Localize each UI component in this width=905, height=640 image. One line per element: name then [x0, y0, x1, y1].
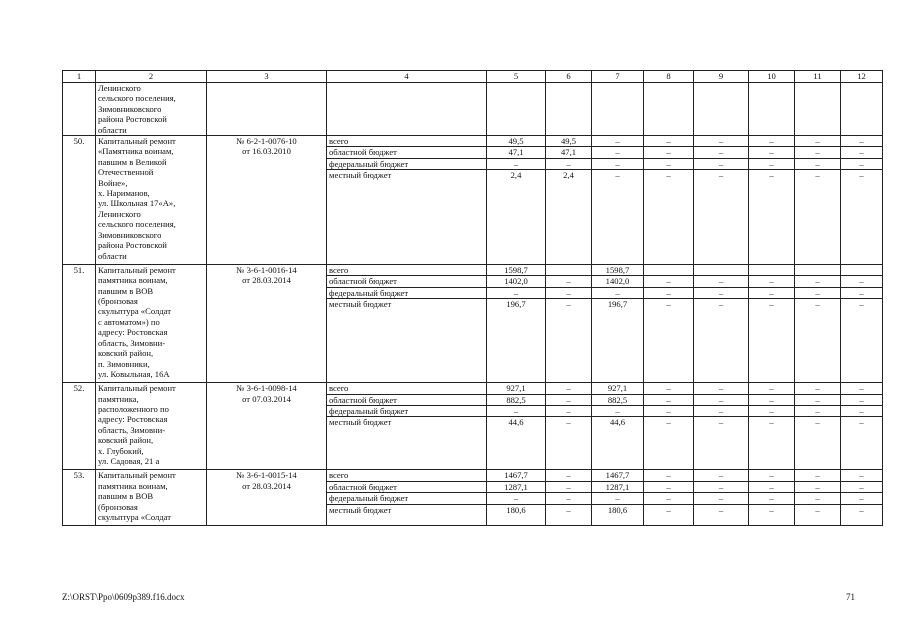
object-description-line: сельского поселения,: [98, 219, 176, 230]
object-cell: [96, 83, 207, 136]
object-cell-line: Ленинского: [98, 83, 141, 93]
value-cell: 1467,7: [487, 470, 546, 481]
value-cell: 1402,0: [487, 276, 546, 287]
object-description-line: Капитальный ремонт: [98, 136, 176, 147]
object-description-line: расположенного по: [98, 404, 169, 415]
object-description-line: адресу: Ростовская: [98, 414, 168, 425]
table-body: [63, 71, 883, 526]
value-cell: –: [487, 493, 546, 504]
value-cell: –: [546, 493, 592, 504]
value-cell: –: [795, 481, 841, 492]
value-cell: –: [795, 394, 841, 405]
value-cell: –: [749, 147, 795, 158]
object-description: [96, 136, 207, 265]
funding-source: всего: [327, 264, 487, 275]
funding-source: областной бюджет: [327, 394, 487, 405]
table-row: [63, 264, 883, 275]
value-cell: –: [749, 383, 795, 394]
empty-cell: [694, 83, 749, 136]
value-cell: 927,1: [487, 383, 546, 394]
document-reference-line: № 3-6-1-0016-14: [236, 264, 297, 275]
value-cell: –: [795, 493, 841, 504]
table-row: [63, 383, 883, 394]
value-cell: –: [694, 147, 749, 158]
object-description-line: скульптура «Солдат: [98, 512, 172, 523]
value-cell: –: [841, 147, 883, 158]
object-description-line: х. Нариманов,: [98, 188, 150, 199]
value-cell: –: [749, 504, 795, 526]
value-cell: –: [644, 504, 694, 526]
value-cell: –: [841, 394, 883, 405]
object-description-line: (бронзовая: [98, 501, 138, 512]
object-description-line: Зимовниковского: [98, 229, 162, 240]
row-number: 53.: [63, 470, 96, 526]
value-cell: –: [795, 276, 841, 287]
value-cell: –: [694, 417, 749, 470]
value-cell: –: [644, 147, 694, 158]
column-header: 11: [795, 71, 841, 83]
object-description-line: Ленинского: [98, 208, 141, 219]
value-cell: –: [841, 136, 883, 147]
funding-source: местный бюджет: [327, 417, 487, 470]
value-cell: –: [546, 158, 592, 169]
document-reference-line: № 3-6-1-0098-14: [236, 383, 297, 394]
value-cell: –: [546, 287, 592, 298]
column-header: 8: [644, 71, 694, 83]
empty-cell: [327, 83, 487, 136]
object-description: [96, 264, 207, 382]
value-cell: –: [841, 299, 883, 383]
object-description-line: адресу: Ростовская: [98, 327, 168, 338]
object-description-line: область, Зимовни-: [98, 424, 166, 435]
object-description-line: памятника воинам,: [98, 275, 168, 286]
value-cell: –: [592, 158, 644, 169]
value-cell: –: [749, 417, 795, 470]
empty-cell: [841, 83, 883, 136]
object-description-line: Капитальный ремонт: [98, 264, 176, 275]
value-cell: –: [841, 276, 883, 287]
value-cell: 180,6: [487, 504, 546, 526]
value-cell: –: [841, 406, 883, 417]
value-cell: –: [841, 493, 883, 504]
value-cell: 1287,1: [487, 481, 546, 492]
value-cell: –: [546, 470, 592, 481]
object-description-line: области: [98, 250, 127, 261]
object-description-line: ковский район,: [98, 435, 154, 446]
value-cell: –: [694, 394, 749, 405]
value-cell: 49,5: [546, 136, 592, 147]
value-cell: 47,1: [546, 147, 592, 158]
value-cell: 1598,7: [487, 264, 546, 275]
value-cell: –: [749, 136, 795, 147]
value-cell: –: [795, 470, 841, 481]
value-cell: –: [644, 276, 694, 287]
object-description-line: памятника воинам,: [98, 480, 168, 491]
value-cell: –: [694, 383, 749, 394]
object-description-line: скульптура «Солдат: [98, 306, 172, 317]
value-cell: –: [841, 287, 883, 298]
value-cell: –: [795, 158, 841, 169]
value-cell: –: [546, 504, 592, 526]
document-reference-line: № 3-6-1-0015-14: [236, 470, 297, 481]
value-cell: –: [546, 417, 592, 470]
value-cell: 1467,7: [592, 470, 644, 481]
page-number: 71: [846, 592, 855, 602]
value-cell: –: [546, 383, 592, 394]
column-header: 5: [487, 71, 546, 83]
value-cell: –: [694, 493, 749, 504]
funding-source: всего: [327, 136, 487, 147]
document-reference-line: от 16.03.2010: [242, 146, 291, 157]
object-description-line: павшим в ВОВ: [98, 285, 154, 296]
object-description-line: с автоматом») по: [98, 316, 160, 327]
column-header: 2: [96, 71, 207, 83]
row-number: 50.: [63, 136, 96, 265]
object-description-line: района Ростовской: [98, 240, 167, 251]
value-cell: –: [546, 406, 592, 417]
value-cell: –: [694, 287, 749, 298]
value-cell: 44,6: [487, 417, 546, 470]
empty-cell: [207, 83, 327, 136]
value-cell: –: [644, 158, 694, 169]
value-cell: –: [694, 136, 749, 147]
object-description-line: ковский район,: [98, 348, 154, 359]
value-cell: –: [592, 406, 644, 417]
budget-table: [62, 70, 883, 526]
value-cell: [749, 264, 795, 275]
value-cell: –: [644, 417, 694, 470]
funding-source: всего: [327, 470, 487, 481]
value-cell: –: [795, 299, 841, 383]
value-cell: –: [644, 394, 694, 405]
value-cell: –: [795, 383, 841, 394]
value-cell: 2,4: [487, 170, 546, 265]
funding-source: областной бюджет: [327, 147, 487, 158]
empty-cell: [592, 83, 644, 136]
object-description-line: (бронзовая: [98, 296, 138, 307]
value-cell: –: [644, 299, 694, 383]
value-cell: –: [841, 158, 883, 169]
object-description-line: памятника,: [98, 393, 139, 404]
value-cell: 47,1: [487, 147, 546, 158]
column-header: 3: [207, 71, 327, 83]
funding-source: местный бюджет: [327, 299, 487, 383]
value-cell: 196,7: [592, 299, 644, 383]
column-header: 7: [592, 71, 644, 83]
document-reference: [207, 383, 327, 470]
value-cell: –: [795, 287, 841, 298]
funding-source: федеральный бюджет: [327, 287, 487, 298]
header-row: [63, 71, 883, 83]
value-cell: –: [546, 481, 592, 492]
value-cell: –: [795, 417, 841, 470]
value-cell: –: [749, 158, 795, 169]
object-description-line: ул. Школьная 17«А»,: [98, 198, 176, 209]
value-cell: –: [546, 276, 592, 287]
value-cell: –: [749, 406, 795, 417]
object-description-line: Отечественной: [98, 167, 154, 178]
value-cell: –: [694, 276, 749, 287]
row-number: 52.: [63, 383, 96, 470]
object-description-line: ул. Садовая, 21 а: [98, 456, 160, 467]
value-cell: –: [694, 406, 749, 417]
object-description-line: Войне»,: [98, 177, 128, 188]
funding-source: местный бюджет: [327, 504, 487, 526]
value-cell: –: [644, 470, 694, 481]
value-cell: 180,6: [592, 504, 644, 526]
value-cell: 44,6: [592, 417, 644, 470]
document-reference-line: от 07.03.2014: [242, 393, 291, 404]
value-cell: –: [795, 504, 841, 526]
column-header: 6: [546, 71, 592, 83]
object-cell-line: области: [98, 124, 127, 135]
value-cell: –: [592, 493, 644, 504]
value-cell: –: [841, 504, 883, 526]
object-description: [96, 470, 207, 526]
value-cell: –: [795, 170, 841, 265]
value-cell: 49,5: [487, 136, 546, 147]
document-reference-line: от 28.03.2014: [242, 480, 291, 491]
value-cell: –: [487, 287, 546, 298]
object-description-line: Капитальный ремонт: [98, 470, 176, 481]
value-cell: 196,7: [487, 299, 546, 383]
value-cell: –: [749, 287, 795, 298]
value-cell: –: [694, 470, 749, 481]
document-reference: [207, 470, 327, 526]
document-reference-line: № 6-2-1-0076-10: [236, 136, 297, 147]
column-header: 9: [694, 71, 749, 83]
row-number-cell: [63, 83, 96, 136]
funding-source: областной бюджет: [327, 276, 487, 287]
empty-cell: [546, 83, 592, 136]
table-row: [63, 470, 883, 481]
value-cell: –: [592, 136, 644, 147]
value-cell: –: [841, 383, 883, 394]
funding-source: федеральный бюджет: [327, 158, 487, 169]
column-header: 4: [327, 71, 487, 83]
value-cell: 1402,0: [592, 276, 644, 287]
value-cell: 882,5: [487, 394, 546, 405]
value-cell: –: [546, 299, 592, 383]
document-reference: [207, 136, 327, 265]
value-cell: 1287,1: [592, 481, 644, 492]
value-cell: –: [841, 470, 883, 481]
value-cell: [546, 264, 592, 275]
value-cell: 2,4: [546, 170, 592, 265]
object-cell-line: Зимовниковского: [98, 103, 162, 114]
object-description-line: ул. Ковыльная, 16А: [98, 368, 170, 379]
row-number: 51.: [63, 264, 96, 382]
file-path: Z:\ORST\Ppo\0609p389.f16.docx: [62, 592, 185, 602]
document-reference-line: от 28.03.2014: [242, 275, 291, 286]
value-cell: –: [592, 147, 644, 158]
value-cell: –: [592, 170, 644, 265]
column-header: 10: [749, 71, 795, 83]
value-cell: –: [749, 299, 795, 383]
value-cell: –: [694, 299, 749, 383]
object-description: [96, 383, 207, 470]
funding-source: областной бюджет: [327, 481, 487, 492]
value-cell: 882,5: [592, 394, 644, 405]
object-description-line: павшим в Великой: [98, 156, 167, 167]
value-cell: –: [795, 147, 841, 158]
object-description-line: Капитальный ремонт: [98, 383, 176, 394]
value-cell: –: [694, 481, 749, 492]
funding-source: федеральный бюджет: [327, 493, 487, 504]
value-cell: –: [694, 170, 749, 265]
value-cell: –: [795, 136, 841, 147]
object-description-line: область, Зимовни-: [98, 337, 166, 348]
value-cell: –: [487, 158, 546, 169]
empty-cell: [487, 83, 546, 136]
value-cell: –: [694, 504, 749, 526]
table-row: [63, 136, 883, 147]
value-cell: 927,1: [592, 383, 644, 394]
value-cell: –: [841, 417, 883, 470]
funding-source: местный бюджет: [327, 170, 487, 265]
column-header: 12: [841, 71, 883, 83]
value-cell: –: [644, 170, 694, 265]
column-header: 1: [63, 71, 96, 83]
value-cell: –: [592, 287, 644, 298]
empty-cell: [795, 83, 841, 136]
value-cell: –: [644, 287, 694, 298]
value-cell: –: [749, 493, 795, 504]
value-cell: –: [644, 481, 694, 492]
object-cell-line: сельского поселения,: [98, 93, 176, 104]
funding-source: всего: [327, 383, 487, 394]
empty-cell: [749, 83, 795, 136]
document-reference: [207, 264, 327, 382]
continuation-row: [63, 83, 883, 136]
value-cell: –: [749, 170, 795, 265]
value-cell: –: [487, 406, 546, 417]
object-description-line: «Памятника воинам,: [98, 146, 174, 157]
value-cell: –: [749, 470, 795, 481]
value-cell: –: [546, 394, 592, 405]
value-cell: [644, 264, 694, 275]
value-cell: –: [694, 158, 749, 169]
value-cell: 1598,7: [592, 264, 644, 275]
value-cell: –: [749, 481, 795, 492]
value-cell: –: [841, 170, 883, 265]
value-cell: –: [749, 276, 795, 287]
value-cell: –: [644, 383, 694, 394]
object-description-line: х. Глубокий,: [98, 445, 144, 456]
value-cell: [841, 264, 883, 275]
empty-cell: [644, 83, 694, 136]
value-cell: –: [795, 406, 841, 417]
value-cell: –: [749, 394, 795, 405]
value-cell: –: [644, 406, 694, 417]
object-description-line: павшим в ВОВ: [98, 491, 154, 502]
funding-source: федеральный бюджет: [327, 406, 487, 417]
value-cell: [694, 264, 749, 275]
value-cell: [795, 264, 841, 275]
value-cell: –: [644, 136, 694, 147]
value-cell: –: [841, 481, 883, 492]
object-cell-line: района Ростовской: [98, 114, 167, 125]
value-cell: –: [644, 493, 694, 504]
object-description-line: п. Зимовники,: [98, 358, 150, 369]
